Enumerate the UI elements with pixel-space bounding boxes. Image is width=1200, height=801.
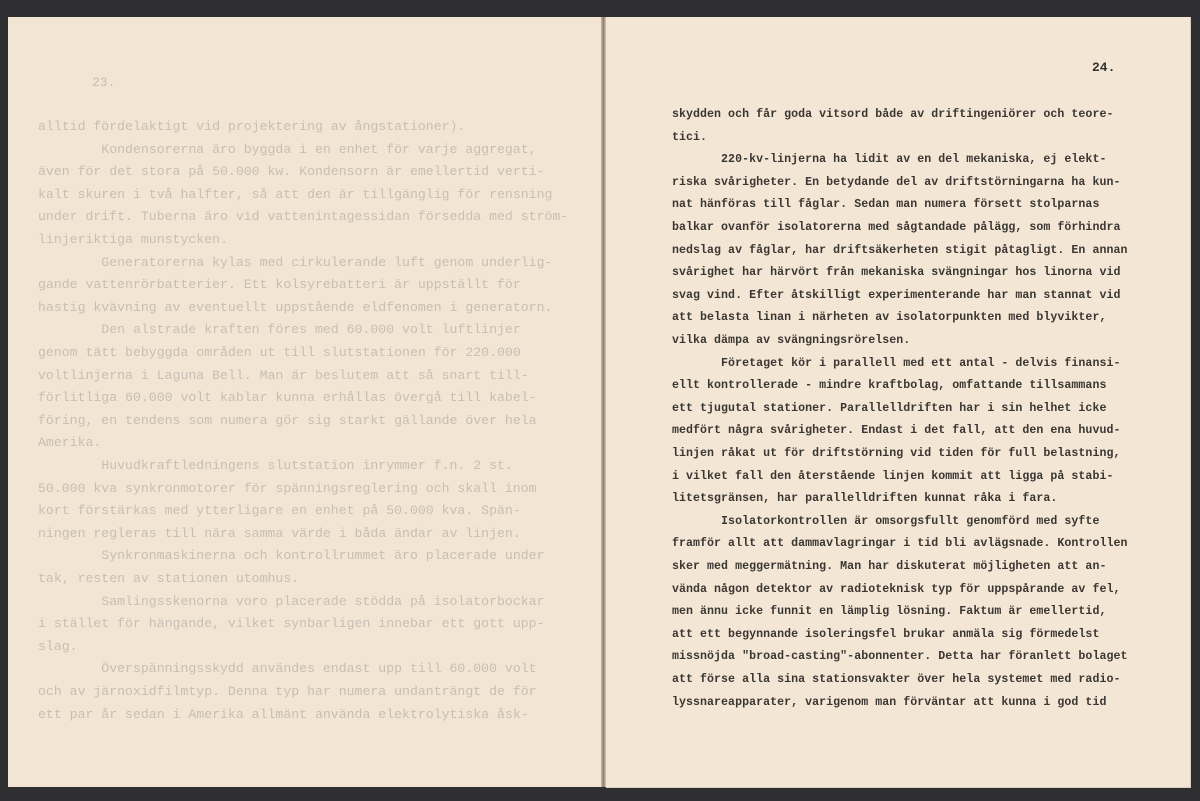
left-page: [8, 17, 602, 787]
text-line: balkar ovanför isolatorerna med sågtandade pålägg, som förhindra: [672, 221, 1121, 234]
text-line: ett par år sedan i Amerika allmänt använda elektrolytiska åsk-: [38, 706, 529, 722]
text-line: tici.: [672, 130, 708, 144]
text-line: nat hänföras till fåglar. Sedan man numera försett stolparnas: [672, 198, 1100, 212]
text-line: voltlinjerna i Laguna Bell. Man är beslutem att så snart till-: [38, 367, 529, 383]
text-line: alltid fördelaktigt vid projektering av ångstationer).: [38, 119, 466, 134]
page-number: 23.: [92, 75, 116, 90]
text-line: i stället för hängande, vilket synbarligen innebar ett gott upp-: [38, 616, 545, 632]
text-line: vilka dämpa av svängningsrörelsen.: [672, 334, 911, 347]
text-line: riska svårigheter. En betydande del av driftstörningarna ha kun-: [672, 175, 1121, 189]
text-line: framför allt att dammavlagringar i tid bli avlägsnade. Kontrollen: [672, 537, 1128, 551]
text-line: kalt skuren i två halfter, så att den är tillgänglig för rensning: [38, 186, 553, 202]
text-line: tak, resten av stationen utomhus.: [38, 571, 300, 586]
text-line: att ett begynnande isoleringsfel brukar anmäla sig förmedelst: [672, 627, 1100, 641]
text-line: vända någon detektor av radioteknisk typ för uppspårande av fel,: [672, 582, 1121, 596]
text-line: lyssnareapparater, varigenom man förväntar att kunna i god tid: [672, 695, 1107, 709]
text-line: 50.000 kva synkronmotorer för spänningsreglering och skall inom: [38, 480, 537, 496]
text-line: 220-kv-linjerna ha lidit av en del mekaniska, ej elekt-: [672, 153, 1107, 167]
text-line: linjen råkat ut för driftstörning vid tiden för full belastning,: [672, 447, 1121, 460]
text-line: Samlingsskenorna voro placerade stödda på isolatorbockar: [38, 593, 545, 609]
text-line: att förse alla sina stationsvakter över hela systemet med radio-: [672, 673, 1121, 686]
text-line: svårighet har härvört från mekaniska svängningar hos linorna vid: [672, 266, 1121, 280]
text-line: gande vattenrörbatterier. Ett kolsyrebatteri är uppställt för: [38, 277, 521, 293]
right-page: [606, 17, 1191, 788]
text-line: sker med meggermätning. Man har diskuterat möjligheten att an-: [672, 560, 1107, 573]
text-line: slag.: [38, 638, 78, 654]
text-line: litetsgränsen, har parallelldriften kunnat råka i fara.: [672, 492, 1058, 506]
text-line: skydden och får goda vitsord både av driftingeniörer och teore-: [672, 108, 1114, 121]
text-line: i vilket fall den återstående linjen kommit att ligga på stabi-: [672, 469, 1114, 483]
text-line: även för det stora på 50.000 kw. Kondensorn är emellertid verti-: [38, 164, 545, 180]
text-line: men ännu icke funnit en lämplig lösning. Faktum är emellertid,: [672, 605, 1107, 619]
text-line: föring, en tendens som numera gör sig starkt gällande över hela: [38, 412, 537, 428]
text-line: att belasta linan i närheten av isolatorpunkten med blyvikter,: [672, 311, 1107, 325]
text-line: Synkronmaskinerna och kontrollrummet äro placerade under: [38, 548, 545, 564]
page-number: 24.: [1092, 60, 1116, 75]
text-line: Företaget kör i parallell med ett antal - delvis finansi-: [672, 356, 1121, 370]
text-line: Generatorerna kylas med cirkulerande luft genom underlig-: [38, 254, 553, 270]
text-line: Huvudkraftledningens slutstation inrymmer f.n. 2 st.: [38, 458, 513, 473]
text-line: Isolatorkontrollen är omsorgsfullt genomförd med syfte: [672, 514, 1100, 528]
text-line: under drift. Tuberna äro vid vattenintagessidan försedda med ström-: [38, 209, 569, 225]
text-line: Överspänningsskydd användes endast upp till 60.000 volt: [38, 661, 537, 677]
text-line: Kondensorerna äro byggda i en enhet för varje aggregat,: [38, 141, 537, 157]
text-line: ningen regleras till nära samma värde i båda ändar av linjen.: [38, 525, 521, 541]
text-line: kort förstärkas med ytterligare en enhet på 50.000 kva. Spän-: [38, 503, 521, 519]
text-line: hastig kvävning av eventuellt uppstående eldfenomen i generatorn.: [38, 299, 553, 315]
text-line: förlitliga 60.000 volt kablar kunna erhållas övergå till kabel-: [38, 390, 537, 406]
text-line: nedslag av fåglar, har driftsäkerheten stigit påtagligt. En annan: [672, 243, 1128, 257]
text-line: ett tjugutal stationer. Parallelldriften har i sin helhet icke: [672, 401, 1107, 415]
text-line: svag vind. Efter åtskilligt experimenterande har man stannat vid: [672, 288, 1121, 302]
text-line: linjeriktiga munstycken.: [38, 232, 228, 247]
text-line: medfört några svårigheter. Endast i det fall, att den ena huvud-: [672, 424, 1121, 438]
text-line: och av järnoxidfilmtyp. Denna typ har numera undanträngt de för: [38, 684, 537, 699]
text-line: missnöjda "broad-casting"-abonnenter. Detta har föranlett bolaget: [672, 650, 1128, 664]
text-line: ellt kontrollerade - mindre kraftbolag, omfattande tillsammans: [672, 379, 1107, 393]
text-line: Amerika.: [38, 435, 102, 451]
text-line: genom tätt bebyggda områden ut till slutstationen för 220.000: [38, 345, 521, 360]
text-line: Den alstrade kraften föres med 60.000 volt luftlinjer: [38, 322, 521, 338]
